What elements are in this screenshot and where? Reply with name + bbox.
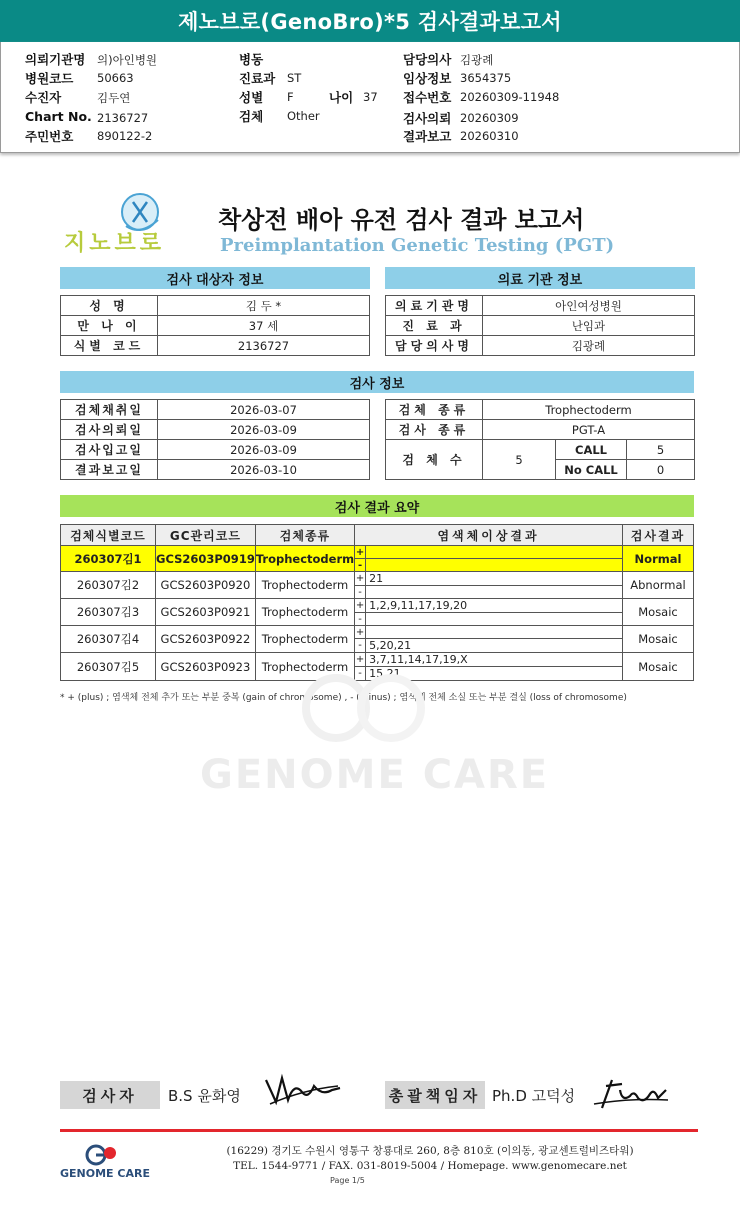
director-signature (592, 1074, 672, 1116)
gc-code: GCS2603P0920 (156, 572, 256, 599)
sub-title: Preimplantation Genetic Testing (PGT) (220, 235, 615, 256)
report-value: 20260310 (460, 129, 519, 143)
medical-key: 담당의사명 (386, 336, 483, 356)
column-header: 검사결과 (623, 525, 694, 546)
result: Normal (623, 546, 694, 572)
specimen-label: 검체 (239, 109, 264, 124)
result: Mosaic (623, 653, 694, 681)
request-label: 검사의뢰 (403, 111, 452, 126)
date-key: 결과보고일 (61, 460, 158, 480)
plus-sign: + (355, 626, 365, 638)
test-specimen-table (385, 399, 695, 480)
footnote: * + (plus) ; 염색체 전체 추가 또는 부분 중복 (gain of chromosome) , - (minus) ; 염색체 전체 소실 또는 부분 결실 (loss of chromosome) (60, 693, 627, 703)
minus-chromosomes (366, 559, 623, 572)
test-type-key: 검사 종류 (386, 420, 483, 440)
watermark-text: GENOME CARE (200, 752, 550, 798)
director-label-box (385, 1081, 485, 1109)
table-row (386, 400, 695, 420)
clinical-value: 3654375 (460, 71, 512, 85)
tester-name: B.S 윤화영 (168, 1087, 241, 1105)
table-row (61, 460, 370, 480)
medical-table (385, 295, 695, 356)
sample-id: 260307김5 (61, 653, 156, 681)
specimen-value: Other (287, 109, 320, 123)
subject-table (60, 295, 370, 356)
column-header: 검체식별코드 (61, 525, 156, 546)
main-title: 착상전 배아 유전 검사 결과 보고서 (218, 206, 585, 234)
specimen-type-value: Trophectoderm (483, 400, 695, 420)
subject-value: 2136727 (158, 336, 370, 356)
column-header: 염색체이상결과 (355, 525, 623, 546)
medical-section-header (385, 267, 695, 289)
plus-chromosomes: 3,7,11,14,17,19,X (366, 653, 623, 667)
table-row (386, 336, 695, 356)
sample-type: Trophectoderm (255, 653, 354, 681)
table-row (386, 316, 695, 336)
plus-chromosomes: 21 (366, 572, 623, 586)
column-header: 검체종류 (255, 525, 354, 546)
gc-code: GCS2603P0919 (156, 546, 256, 572)
summary-table (60, 524, 694, 681)
watermark-logo-icon (296, 668, 446, 752)
hospital-code-label: 병원코드 (25, 71, 74, 86)
nocall-key: No CALL (556, 460, 627, 480)
sample-type: Trophectoderm (255, 599, 354, 626)
dept-label: 진료과 (239, 71, 276, 86)
minus-sign: - (355, 613, 366, 626)
minus-chromosomes: 5,20,21 (366, 639, 623, 653)
footer-company: GENOME CARE (60, 1167, 150, 1180)
table-row (61, 400, 370, 420)
medical-key: 의료기관명 (386, 296, 483, 316)
rrn-label: 주민번호 (25, 129, 74, 144)
summary-header-label: 검사 결과 요약 (334, 500, 420, 516)
date-key: 검사입고일 (61, 440, 158, 460)
logo-text: 지노브로 (64, 231, 166, 256)
request-value: 20260309 (460, 111, 519, 125)
date-value: 2026-03-10 (158, 460, 370, 480)
gc-code: GCS2603P0923 (156, 653, 256, 681)
tester-label: 검사자 (82, 1086, 138, 1105)
sample-id: 260307김2 (61, 572, 156, 599)
director-label: 총괄책임자 (388, 1086, 482, 1105)
sex-label: 성별 (239, 90, 264, 105)
hospital-code-value: 50663 (97, 71, 134, 85)
doctor-label: 담당의사 (403, 52, 452, 67)
plus-sign: + (355, 654, 365, 665)
patient-label: 수진자 (25, 90, 62, 105)
plus-sign: + (355, 546, 365, 558)
table-row (61, 626, 694, 639)
medical-header-label: 의료 기관 정보 (497, 272, 583, 288)
tester-signature (262, 1072, 344, 1116)
sample-id: 260307김4 (61, 626, 156, 653)
count-key: 검 체 수 (386, 440, 483, 480)
doctor-value: 김광례 (460, 53, 494, 67)
specimen-type-key: 검체 종류 (386, 400, 483, 420)
plus-chromosomes (366, 546, 623, 559)
subject-value: 37 세 (158, 316, 370, 336)
result: Abnormal (623, 572, 694, 599)
footer-address: (16229) 경기도 수원시 영통구 창룡대로 260, 8층 810호 (이의동, 광교센트럴비즈타워) (226, 1145, 634, 1157)
date-value: 2026-03-07 (158, 400, 370, 420)
patient-info-box (0, 42, 740, 153)
age-label: 나이 (329, 90, 354, 105)
test-info-section-header (60, 371, 694, 393)
table-row (61, 572, 694, 586)
plus-sign: + (355, 573, 365, 584)
sample-id: 260307김1 (61, 546, 156, 572)
count-value: 5 (483, 440, 556, 480)
date-value: 2026-03-09 (158, 440, 370, 460)
table-row (386, 420, 695, 440)
institution-value: 의)아인병원 (97, 53, 158, 67)
receipt-label: 접수번호 (403, 90, 452, 105)
director-name: Ph.D 고덕성 (492, 1087, 576, 1105)
table-row (61, 296, 370, 316)
table-row (61, 599, 694, 613)
receipt-value: 20260309-11948 (460, 90, 560, 104)
date-key: 검체채취일 (61, 400, 158, 420)
medical-value: 김광례 (483, 336, 695, 356)
result: Mosaic (623, 599, 694, 626)
report-label: 결과보고 (403, 129, 452, 144)
minus-chromosomes (366, 586, 623, 599)
column-header: GC관리코드 (156, 525, 256, 546)
table-row (61, 653, 694, 667)
test-info-header-label: 검사 정보 (349, 376, 405, 392)
subject-header-label: 검사 대상자 정보 (166, 272, 264, 288)
minus-sign: - (355, 667, 366, 681)
medical-value: 난임과 (483, 316, 695, 336)
patient-value: 김두연 (97, 91, 131, 105)
table-row (61, 440, 370, 460)
plus-chromosomes: 1,2,9,11,17,19,20 (366, 599, 623, 613)
footer-rule (60, 1129, 698, 1132)
minus-chromosomes (366, 613, 623, 626)
table-row (61, 316, 370, 336)
test-type-value: PGT-A (483, 420, 695, 440)
table-header-row (61, 525, 694, 546)
subject-value: 김 두 * (158, 296, 370, 316)
test-dates-table (60, 399, 370, 480)
sex-value: F (287, 90, 294, 104)
subject-key: 성 명 (61, 296, 158, 316)
ward-label: 병동 (239, 52, 264, 67)
report-title-bar (0, 0, 740, 42)
table-row (61, 420, 370, 440)
minus-sign: - (355, 559, 366, 572)
institution-label: 의뢰기관명 (25, 52, 86, 67)
tester-label-box (60, 1081, 160, 1109)
rrn-value: 890122-2 (97, 129, 153, 143)
table-row (386, 440, 695, 460)
footer-contact: TEL. 1544-9771 / FAX. 031-8019-5004 / Homepage. www.genomecare.net (233, 1160, 627, 1172)
medical-value: 아인여성병원 (483, 296, 695, 316)
clinical-label: 임상정보 (403, 71, 452, 86)
subject-key: 만 나 이 (61, 316, 158, 336)
gc-code: GCS2603P0922 (156, 626, 256, 653)
chart-value: 2136727 (97, 111, 149, 125)
call-key: CALL (556, 440, 627, 460)
nocall-value: 0 (627, 460, 695, 480)
plus-sign: + (355, 600, 365, 611)
report-title: 제노브로(GenoBro)*5 검사결과보고서 (178, 10, 562, 34)
result: Mosaic (623, 626, 694, 653)
date-value: 2026-03-09 (158, 420, 370, 440)
dept-value: ST (287, 71, 302, 85)
minus-sign: - (355, 586, 366, 599)
medical-key: 진 료 과 (386, 316, 483, 336)
subject-key: 식별 코드 (61, 336, 158, 356)
date-key: 검사의뢰일 (61, 420, 158, 440)
chart-label: Chart No. (25, 109, 92, 124)
plus-chromosomes (366, 626, 623, 639)
sample-type: Trophectoderm (255, 546, 354, 572)
sample-id: 260307김3 (61, 599, 156, 626)
summary-section-header (60, 495, 694, 517)
minus-chromosomes: 15,21 (366, 667, 623, 681)
table-row (61, 546, 694, 559)
footer-address-block (200, 1144, 660, 1174)
table-row (386, 296, 695, 316)
call-value: 5 (627, 440, 695, 460)
subject-section-header (60, 267, 370, 289)
table-row (61, 336, 370, 356)
gc-code: GCS2603P0921 (156, 599, 256, 626)
sample-type: Trophectoderm (255, 572, 354, 599)
age-value: 37 (363, 90, 378, 104)
page-number: Page 1/5 (330, 1176, 365, 1185)
sample-type: Trophectoderm (255, 626, 354, 653)
minus-sign: - (355, 639, 366, 653)
